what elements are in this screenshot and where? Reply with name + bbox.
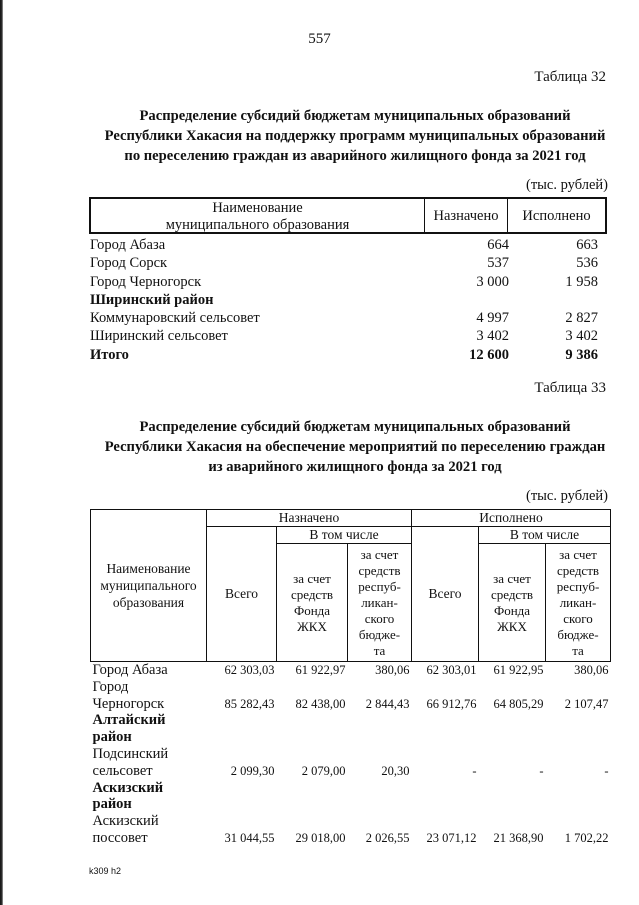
cell-assigned-republic — [348, 712, 412, 746]
header-text: бюдже- — [358, 626, 401, 642]
cell-assigned-fund: 2 079,00 — [301, 763, 346, 778]
header-text: Наименование — [106, 561, 191, 576]
cell-executed-total — [412, 780, 479, 814]
table-row — [89, 273, 607, 291]
cell-executed: 9 386 — [565, 346, 598, 363]
header-text: средств — [556, 562, 600, 578]
cell-assigned-total: 2 099,30 — [230, 763, 275, 778]
header-text: за счет — [559, 546, 597, 562]
title-line: Распределение субсидий бюджетам муниципальных образований — [139, 419, 571, 435]
table-row — [89, 254, 607, 272]
header-text: бюдже- — [557, 626, 599, 642]
cell-executed — [509, 291, 607, 309]
name-line: Подсинский — [92, 745, 169, 762]
header-executed-total: Всего — [412, 527, 479, 662]
cell-assigned-republic — [348, 780, 412, 814]
cell-executed-total: 66 912,76 — [426, 696, 477, 711]
header-text: Фонда — [493, 602, 531, 618]
cell-assigned-fund: 82 438,00 — [295, 696, 346, 711]
cell-assigned: 4 997 — [476, 310, 509, 327]
header-text: ского — [364, 610, 395, 626]
cell-name: Ширинский сельсовет — [90, 328, 228, 345]
header-text: ЖКХ — [497, 618, 527, 634]
cell-name — [91, 746, 207, 780]
cell-executed-fund: 21 368,90 — [493, 830, 544, 845]
name-line: Аскизский — [92, 813, 159, 830]
header-executed: Исполнено — [522, 208, 591, 224]
cell-assigned-total: 31 044,55 — [224, 830, 275, 845]
cell-assigned-republic: 20,30 — [381, 763, 410, 778]
table33 — [90, 509, 611, 847]
header-executed-including: В том числе — [479, 527, 611, 544]
cell-executed-fund — [479, 712, 546, 746]
header-name — [91, 199, 425, 232]
cell-assigned-fund: 29 018,00 — [295, 830, 346, 845]
cell-assigned-total: 62 303,03 — [224, 663, 275, 677]
cell-name: Город Абаза — [90, 237, 166, 253]
header-text: та — [373, 642, 386, 658]
cell-assigned-total: 85 282,43 — [224, 696, 275, 711]
cell-executed-republic: 1 702,22 — [564, 830, 609, 845]
cell-name — [91, 662, 207, 679]
header-text: та — [572, 642, 584, 658]
header-text: ликан- — [559, 594, 597, 610]
table-row-total — [89, 346, 607, 364]
cell-executed-republic — [546, 780, 611, 814]
table-row — [91, 679, 611, 713]
cell-name — [91, 813, 207, 847]
name-line: Черногорск — [92, 695, 165, 712]
cell-executed: 2 827 — [565, 310, 598, 327]
header-text: средств — [490, 586, 534, 602]
name-line: Город Абаза — [92, 662, 168, 678]
header-text: средств — [358, 562, 401, 578]
table-row — [89, 309, 607, 327]
header-text: респуб- — [358, 578, 401, 594]
header-assigned-total: Всего — [207, 527, 277, 662]
cell-executed-fund: - — [539, 763, 544, 778]
cell-executed-total — [412, 712, 479, 746]
cell-assigned-total — [207, 780, 277, 814]
header-assigned-republic — [348, 544, 412, 662]
name-line: район — [92, 796, 132, 813]
cell-executed-fund: 61 922,95 — [493, 663, 544, 677]
cell-executed: 1 958 — [565, 273, 598, 290]
title-line: Распределение субсидий бюджетам муниципальных образований — [139, 108, 571, 124]
table-row — [91, 746, 611, 780]
name-line: район — [92, 729, 132, 746]
table33-title — [85, 417, 625, 477]
table-row — [89, 327, 607, 345]
header-executed: Исполнено — [412, 510, 611, 527]
header-text: за счет — [293, 570, 331, 586]
header-text: средств — [290, 586, 334, 602]
header-name — [91, 510, 207, 662]
cell-assigned-republic: 2 844,43 — [365, 696, 410, 711]
cell-name: Ширинский район — [90, 291, 214, 308]
header-name-line2: муниципального образования — [165, 217, 350, 233]
header-text: ликан- — [361, 594, 398, 610]
header-executed-fund — [479, 544, 546, 662]
header-text: образования — [112, 595, 185, 610]
name-line: Город — [92, 678, 129, 695]
cell-executed-fund: 64 805,29 — [493, 696, 544, 711]
table32-units: (тыс. рублей) — [526, 177, 608, 193]
header-text: респуб- — [556, 578, 600, 594]
cell-executed-total: - — [472, 763, 477, 778]
title-line: Республики Хакасия на обеспечение мероприятий по переселению граждан — [104, 439, 606, 455]
cell-assigned-fund: 61 922,97 — [295, 663, 346, 677]
title-line: из аварийного жилищного фонда за 2021 год — [208, 459, 502, 475]
cell-name — [91, 780, 207, 814]
cell-executed-republic — [546, 712, 611, 746]
cell-executed-republic: - — [604, 763, 609, 778]
name-line: Алтайский — [92, 712, 166, 729]
table33-units: (тыс. рублей) — [526, 488, 608, 504]
header-text: Фонда — [293, 602, 331, 618]
table32-title — [85, 106, 625, 166]
cell-executed-total: 62 303,01 — [426, 663, 477, 677]
document-code: k309 h2 — [89, 866, 122, 876]
header-text: ского — [563, 610, 593, 626]
cell-name: Город Черногорск — [90, 273, 202, 290]
table-row — [89, 236, 607, 254]
cell-assigned — [430, 291, 509, 309]
table-row — [91, 813, 611, 847]
cell-assigned-fund — [277, 780, 348, 814]
header-assigned: Назначено — [425, 199, 508, 232]
table32-body — [89, 236, 607, 364]
cell-name — [91, 679, 207, 713]
cell-assigned: 12 600 — [469, 346, 509, 363]
header-assigned-including: В том числе — [277, 527, 412, 544]
cell-executed-total: 23 071,12 — [426, 830, 477, 845]
cell-assigned: 664 — [487, 237, 509, 253]
cell-executed: 663 — [576, 237, 598, 253]
title-line: Республики Хакасия на поддержку программ муниципальных образований — [104, 128, 606, 144]
cell-executed-republic: 2 107,47 — [564, 696, 609, 711]
cell-executed: 536 — [576, 255, 598, 272]
cell-assigned: 537 — [487, 255, 509, 272]
header-text: за счет — [360, 546, 399, 562]
cell-name: Итого — [90, 346, 129, 363]
title-line: по переселению граждан из аварийного жилищного фонда за 2021 год — [124, 148, 586, 164]
header-text: муниципального — [100, 578, 197, 593]
cell-executed-fund — [479, 780, 546, 814]
cell-assigned: 3 402 — [476, 328, 509, 345]
cell-assigned-republic: 380,06 — [375, 663, 410, 677]
name-line: Аскизский — [92, 779, 164, 796]
table-row — [91, 662, 611, 679]
table-row-group — [91, 712, 611, 746]
cell-assigned-republic: 2 026,55 — [365, 830, 410, 845]
cell-name — [91, 712, 207, 746]
cell-name: Коммунаровский сельсовет — [90, 310, 260, 327]
header-assigned: Назначено — [207, 510, 412, 527]
cell-assigned: 3 000 — [476, 273, 509, 290]
name-line: сельсовет — [92, 762, 153, 779]
header-assigned-fund — [277, 544, 348, 662]
header-name-line1: Наименование — [212, 200, 303, 216]
cell-assigned-total — [207, 712, 277, 746]
table32-label: Таблица 32 — [534, 69, 606, 85]
header-text: за счет — [493, 570, 531, 586]
header-text: ЖКХ — [297, 618, 327, 634]
cell-executed: 3 402 — [565, 328, 598, 345]
page-number: 557 — [308, 31, 331, 47]
table-row-group — [89, 291, 607, 309]
header-executed-republic — [546, 544, 611, 662]
table-row-group — [91, 780, 611, 814]
cell-assigned-fund — [277, 712, 348, 746]
table32-header — [89, 197, 607, 234]
cell-name: Город Сорск — [90, 255, 168, 272]
table33-label: Таблица 33 — [534, 380, 606, 396]
name-line: поссовет — [92, 829, 148, 846]
scan-edge — [0, 0, 3, 905]
cell-executed-republic: 380,06 — [574, 663, 609, 677]
